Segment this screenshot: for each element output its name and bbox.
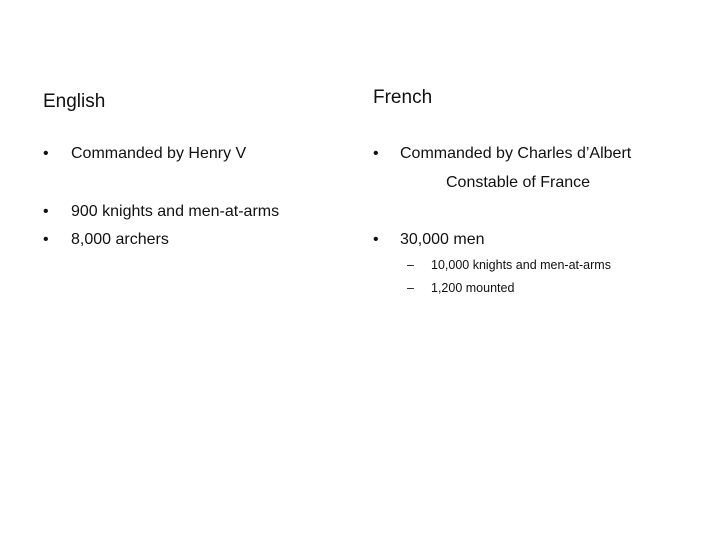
list-item-text: 900 knights and men-at-arms xyxy=(71,203,280,220)
bullet-glyph: • xyxy=(373,231,379,248)
list-item-text-continuation: Constable of France xyxy=(446,174,591,191)
bullet-glyph: • xyxy=(43,145,49,162)
bullet-glyph: • xyxy=(43,231,49,248)
bullet-glyph: • xyxy=(373,145,379,162)
sub-list-item-text: 1,200 mounted xyxy=(431,281,515,295)
sub-list-item-text: 10,000 knights and men-at-arms xyxy=(431,258,611,272)
list-item-text: 8,000 archers xyxy=(71,231,169,248)
list-item-text: Commanded by Charles d’Albert xyxy=(400,145,632,162)
bullet-glyph: • xyxy=(43,203,49,220)
left-column-heading: English xyxy=(43,91,106,112)
list-item-text: Commanded by Henry V xyxy=(71,145,247,162)
right-column-heading: French xyxy=(373,87,433,108)
list-item-text: 30,000 men xyxy=(400,231,485,248)
sub-bullet-glyph: – xyxy=(407,281,414,295)
sub-bullet-glyph: – xyxy=(407,258,414,272)
